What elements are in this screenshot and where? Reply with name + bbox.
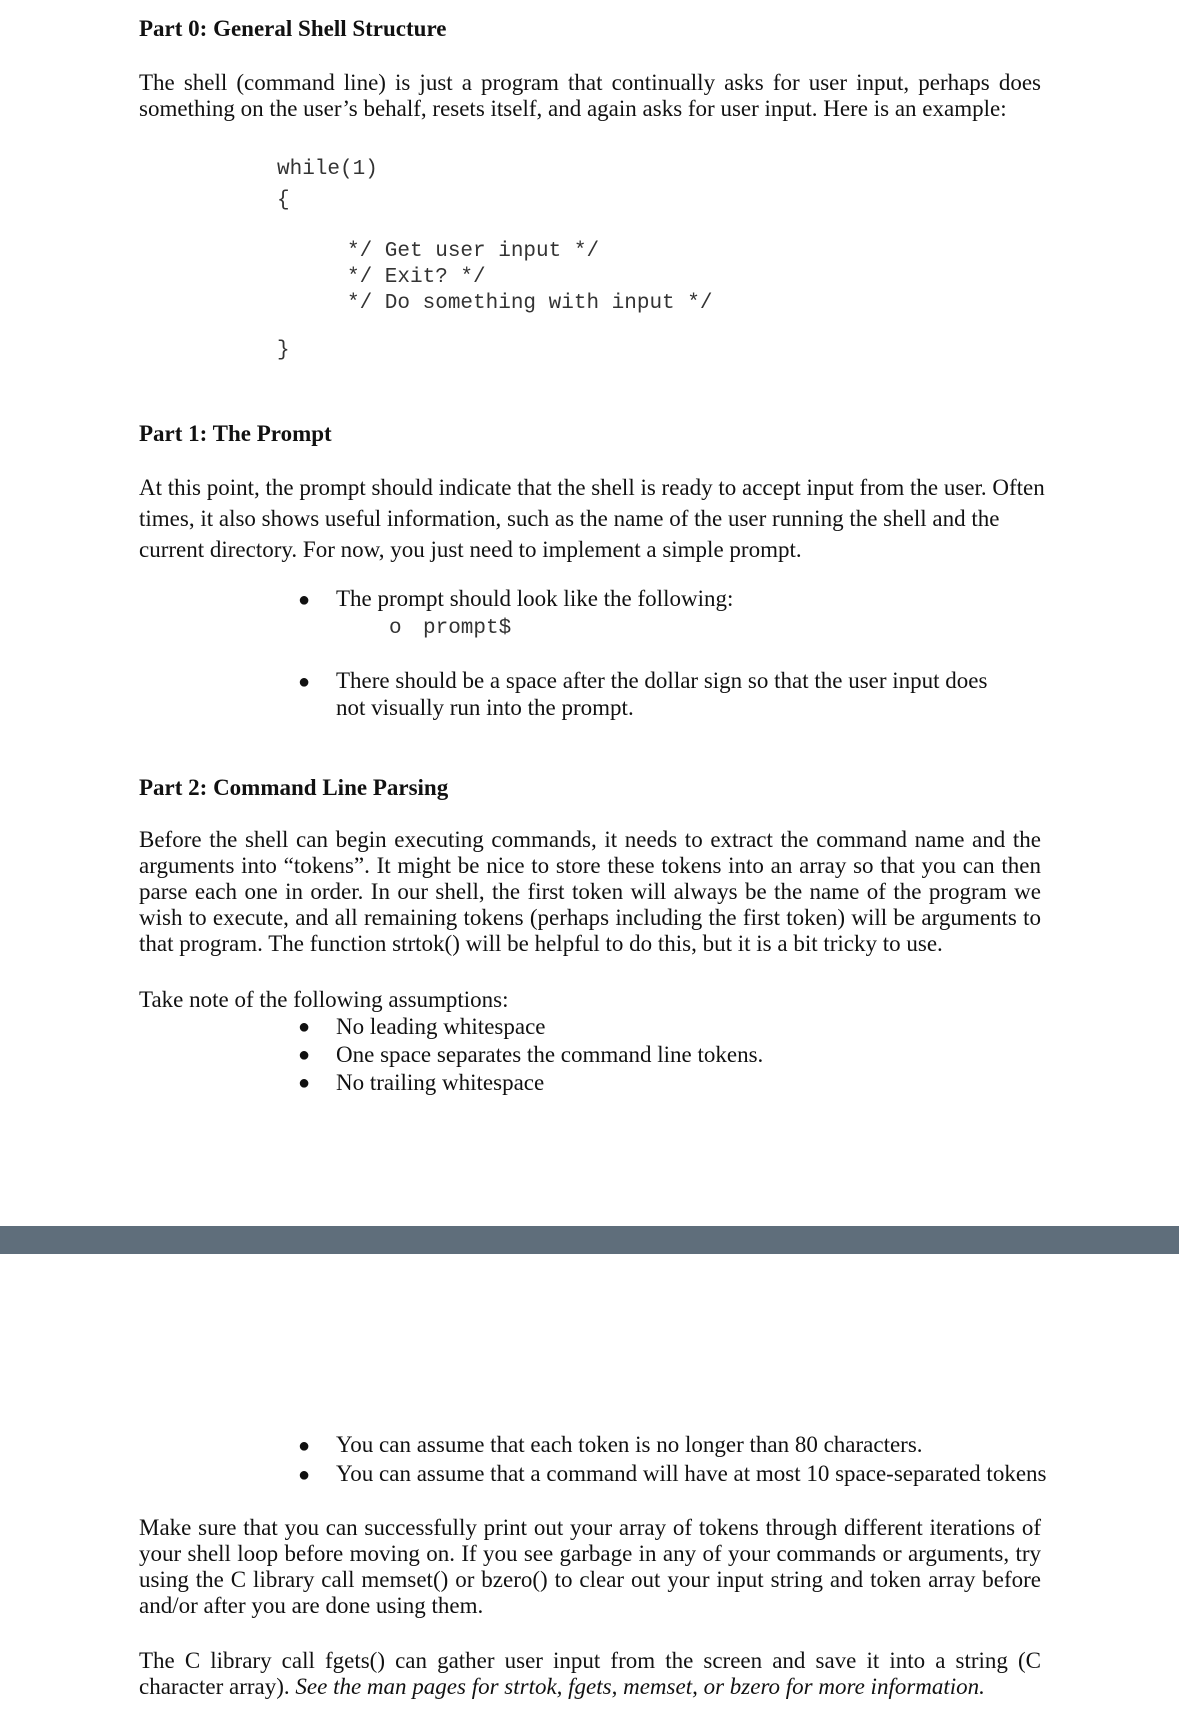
sub-bullet-icon: o [389, 617, 402, 640]
assumption-item-1: No leading whitespace [336, 1014, 546, 1039]
bullet-icon: ● [298, 1072, 311, 1094]
part2-paragraph-2: Make sure that you can successfully print out your array of tokens through different iterations of your shell loop before moving on. If you see garbage in any of your commands or arguments, try using the C library call memset() or bzero() to clear out your input string and token array before and/or after you are done using them. [139, 1515, 1041, 1618]
part1-bullet-1: The prompt should look like the following: [336, 586, 734, 611]
part2-heading: Part 2: Command Line Parsing [139, 775, 449, 800]
fgets-text: The C library call fgets() can gather user input from the screen and save it into a string (C character array). [139, 1648, 1041, 1699]
assumptions-intro: Take note of the following assumptions: [139, 987, 509, 1012]
bullet-icon: ● [298, 1044, 311, 1066]
part2-paragraph: Before the shell can begin executing commands, it needs to extract the command name and the arguments into “tokens”. It might be nice to store these tokens into an array so that you can then parse each one in order. In our shell, the first token will always be the name of the program we wish to execute, and all remaining tokens (perhaps including the first token) will be arguments to that program. The function strtok() will be helpful to do this, but it is a bit tricky to use. [139, 827, 1041, 956]
bullet-icon: ● [298, 671, 311, 693]
part0-heading: Part 0: General Shell Structure [139, 16, 447, 41]
bullet-icon: ● [298, 589, 311, 611]
token-count-bullet: You can assume that a command will have at most 10 space-separated tokens [336, 1461, 1047, 1486]
code-line-open-brace: { [277, 189, 290, 212]
code-line-close-brace: } [277, 339, 290, 362]
part0-paragraph: The shell (command line) is just a program that continually asks for user input, perhaps does something on the user’s behalf, resets itself, and again asks for user input. Here is an example: [139, 70, 1041, 121]
bullet-icon: ● [298, 1464, 311, 1486]
code-line-do-something: */ Do something with input */ [347, 292, 713, 315]
prompt-example: prompt$ [423, 617, 512, 640]
part1-bullet-2: There should be a space after the dollar sign so that the user input does not visually run into the prompt. [336, 668, 988, 720]
assumption-item-3: No trailing whitespace [336, 1070, 545, 1095]
token-length-bullet: You can assume that each token is no longer than 80 characters. [336, 1432, 923, 1457]
assumption-item-2: One space separates the command line tokens. [336, 1042, 764, 1067]
bullet-icon: ● [298, 1016, 311, 1038]
code-line-exit: */ Exit? */ [347, 266, 486, 289]
code-line-while: while(1) [277, 158, 378, 181]
code-line-get-input: */ Get user input */ [347, 240, 600, 263]
man-pages-note: See the man pages for strtok, fgets, memset, or bzero for more information. [295, 1674, 985, 1699]
page-divider-band [0, 1226, 1179, 1254]
part2-paragraph-3 [139, 1648, 1041, 1700]
part1-heading: Part 1: The Prompt [139, 421, 332, 446]
bullet-icon: ● [298, 1435, 311, 1457]
part1-paragraph: At this point, the prompt should indicate that the shell is ready to accept input from the user. Often times, it also shows useful information, such as the name of the user running the shell and the current directory. For now, you just need to implement a simple prompt. [139, 475, 1045, 562]
